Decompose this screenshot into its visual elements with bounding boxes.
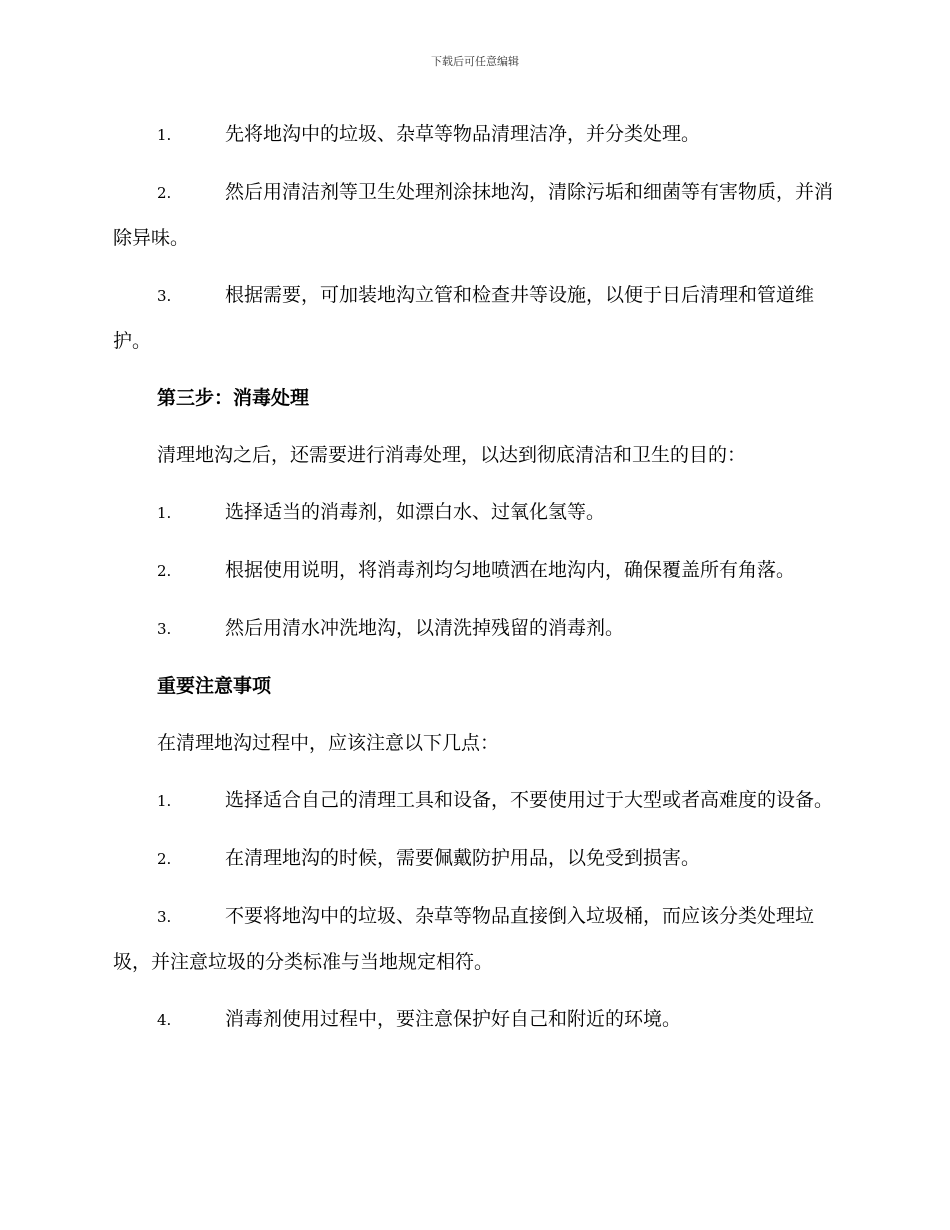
list-text: 在清理地沟的时候，需要佩戴防护用品，以免受到损害。 bbox=[225, 847, 701, 869]
page-header: 下载后可任意编辑 bbox=[431, 55, 519, 68]
list-number: 1. bbox=[157, 792, 172, 810]
list-text: 先将地沟中的垃圾、杂草等物品清理洁净，并分类处理。 bbox=[225, 123, 701, 145]
list-item bbox=[113, 112, 835, 158]
notes-intro: 在清理地沟过程中，应该注意以下几点： bbox=[157, 732, 500, 754]
list-item bbox=[113, 836, 835, 882]
list-item bbox=[113, 606, 835, 652]
list-text: 根据需要，可加装地沟立管和检查井等设施，以便于日后清理和管道维护。 bbox=[113, 284, 815, 352]
list-text: 消毒剂使用过程中，要注意保护好自己和附近的环境。 bbox=[225, 1008, 682, 1030]
list-number: 1. bbox=[157, 504, 172, 522]
list-number: 1. bbox=[157, 126, 172, 144]
list-text: 选择适合自己的清理工具和设备，不要使用过于大型或者高难度的设备。 bbox=[225, 789, 834, 811]
list-text: 然后用清水冲洗地沟，以清洗掉残留的消毒剂。 bbox=[225, 617, 625, 639]
section-title-notes: 重要注意事项 bbox=[157, 675, 272, 697]
list-text: 选择适当的消毒剂，如漂白水、过氧化氢等。 bbox=[225, 501, 606, 523]
list-number: 2. bbox=[157, 850, 172, 868]
section-intro: 清理地沟之后，还需要进行消毒处理，以达到彻底清洁和卫生的目的： bbox=[157, 444, 747, 466]
list-item bbox=[113, 170, 835, 261]
document-body bbox=[113, 112, 835, 1055]
list-item bbox=[113, 548, 835, 594]
section-title-disinfection: 第三步：消毒处理 bbox=[157, 387, 310, 409]
list-item bbox=[113, 490, 835, 536]
list-item bbox=[113, 778, 835, 824]
list-number: 3. bbox=[157, 620, 172, 638]
list-text: 不要将地沟中的垃圾、杂草等物品直接倒入垃圾桶，而应该分类处理垃圾，并注意垃圾的分类标准与当地规定相符。 bbox=[113, 905, 815, 973]
list-number: 2. bbox=[157, 562, 172, 580]
list-number: 4. bbox=[157, 1011, 172, 1029]
list-number: 2. bbox=[157, 184, 172, 202]
list-item bbox=[113, 273, 835, 364]
list-item bbox=[113, 997, 835, 1043]
list-text: 然后用清洁剂等卫生处理剂涂抹地沟，清除污垢和细菌等有害物质，并消除异味。 bbox=[113, 181, 834, 249]
list-item bbox=[113, 894, 835, 985]
list-number: 3. bbox=[157, 908, 172, 926]
list-text: 根据使用说明，将消毒剂均匀地喷洒在地沟内，确保覆盖所有角落。 bbox=[225, 559, 796, 581]
list-number: 3. bbox=[157, 287, 172, 305]
